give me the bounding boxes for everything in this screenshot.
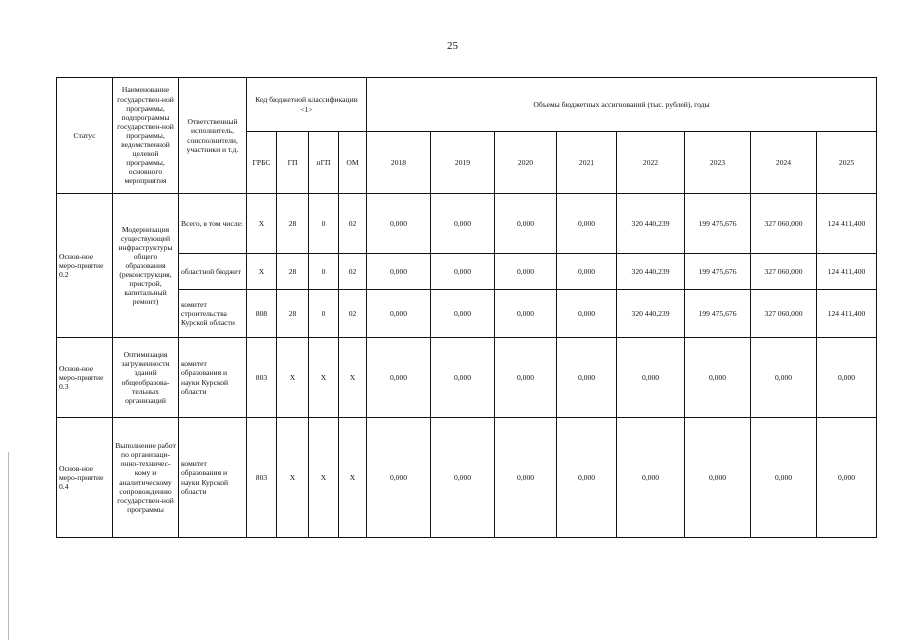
table-row	[57, 194, 877, 254]
value-cell: 320 440,239	[617, 290, 685, 338]
responsible-cell: Всего, в том числе:	[179, 194, 247, 254]
code-cell: 02	[339, 194, 367, 254]
value-cell: 0,000	[751, 418, 817, 538]
responsible-cell: комитет образования и науки Курской области	[179, 338, 247, 418]
header-code-group: Код бюджетной классификации <1>	[247, 78, 367, 132]
header-year: 2021	[557, 132, 617, 194]
value-cell: 0,000	[495, 418, 557, 538]
header-year: 2019	[431, 132, 495, 194]
responsible-cell: комитет строительства Курской области	[179, 290, 247, 338]
value-cell: 124 411,400	[817, 254, 877, 290]
value-cell: 0,000	[685, 418, 751, 538]
value-cell: 0,000	[685, 338, 751, 418]
code-cell: Х	[339, 418, 367, 538]
code-cell: 28	[277, 254, 309, 290]
value-cell: 320 440,239	[617, 254, 685, 290]
code-cell: 0	[309, 290, 339, 338]
header-status: Статус	[57, 78, 113, 194]
value-cell: 0,000	[751, 338, 817, 418]
value-cell: 0,000	[617, 338, 685, 418]
header-year: 2025	[817, 132, 877, 194]
code-cell: 28	[277, 194, 309, 254]
responsible-cell: областной бюджет	[179, 254, 247, 290]
page-number: 25	[447, 40, 458, 52]
code-cell: Х	[247, 194, 277, 254]
table-row	[57, 290, 877, 338]
header-row-1	[57, 78, 877, 132]
code-cell: 808	[247, 290, 277, 338]
value-cell: 0,000	[495, 254, 557, 290]
code-cell: Х	[247, 254, 277, 290]
value-cell: 199 475,676	[685, 254, 751, 290]
value-cell: 0,000	[617, 418, 685, 538]
value-cell: 0,000	[495, 194, 557, 254]
header-volumes-group: Объемы бюджетных ассигнований (тыс. рублей), годы	[367, 78, 877, 132]
code-cell: 02	[339, 254, 367, 290]
value-cell: 0,000	[495, 290, 557, 338]
code-cell: Х	[339, 338, 367, 418]
header-responsible: Ответственный исполнитель, соисполнители, участники и т.д.	[179, 78, 247, 194]
value-cell: 0,000	[367, 254, 431, 290]
value-cell: 0,000	[495, 338, 557, 418]
code-cell: 02	[339, 290, 367, 338]
status-cell: Основ-ное меро-приятие 0.3	[57, 338, 113, 418]
status-cell: Основ-ное меро-приятие 0.4	[57, 418, 113, 538]
value-cell: 0,000	[557, 290, 617, 338]
header-code: ОМ	[339, 132, 367, 194]
value-cell: 199 475,676	[685, 290, 751, 338]
header-year: 2024	[751, 132, 817, 194]
header-code: пГП	[309, 132, 339, 194]
responsible-cell: комитет образования и науки Курской области	[179, 418, 247, 538]
code-cell: 0	[309, 194, 339, 254]
header-name: Наименование государствен-ной программы, подпрограммы государствен-ной программы, ведомственной целевой программы, основного мероприятия	[113, 78, 179, 194]
value-cell: 199 475,676	[685, 194, 751, 254]
program-name-cell: Оптимизация загруженности зданий общеобразова-тельных организаций	[113, 338, 179, 418]
table-row	[57, 338, 877, 418]
value-cell: 0,000	[431, 418, 495, 538]
code-cell: Х	[277, 338, 309, 418]
value-cell: 0,000	[367, 418, 431, 538]
value-cell: 327 060,000	[751, 194, 817, 254]
program-name-cell: Выполнение работ по организаци-онно-техничес-кому и аналитическому сопровождению государствен-ной программы	[113, 418, 179, 538]
value-cell: 327 060,000	[751, 254, 817, 290]
code-cell: 803	[247, 418, 277, 538]
value-cell: 0,000	[431, 254, 495, 290]
header-year: 2020	[495, 132, 557, 194]
table-row	[57, 418, 877, 538]
value-cell: 0,000	[367, 290, 431, 338]
header-code: ГП	[277, 132, 309, 194]
value-cell: 0,000	[431, 290, 495, 338]
value-cell: 0,000	[367, 194, 431, 254]
value-cell: 327 060,000	[751, 290, 817, 338]
status-cell: Основ-ное меро-приятие 0.2	[57, 194, 113, 338]
header-code: ГРБС	[247, 132, 277, 194]
code-cell: 28	[277, 290, 309, 338]
value-cell: 0,000	[557, 254, 617, 290]
value-cell: 0,000	[817, 418, 877, 538]
code-cell: 803	[247, 338, 277, 418]
value-cell: 0,000	[557, 338, 617, 418]
scan-margin-line	[8, 452, 9, 640]
code-cell: 0	[309, 254, 339, 290]
program-name-cell: Модернизация существующей инфраструктуры общего образования (реконструкция, пристрой, капитальный ремонт)	[113, 194, 179, 338]
value-cell: 0,000	[431, 194, 495, 254]
code-cell: Х	[309, 338, 339, 418]
value-cell: 0,000	[557, 418, 617, 538]
value-cell: 124 411,400	[817, 290, 877, 338]
budget-allocation-table	[56, 77, 877, 538]
table-row	[57, 254, 877, 290]
code-cell: Х	[309, 418, 339, 538]
value-cell: 0,000	[367, 338, 431, 418]
value-cell: 0,000	[817, 338, 877, 418]
header-year: 2023	[685, 132, 751, 194]
header-year: 2018	[367, 132, 431, 194]
header-year: 2022	[617, 132, 685, 194]
value-cell: 320 440,239	[617, 194, 685, 254]
code-cell: Х	[277, 418, 309, 538]
value-cell: 0,000	[431, 338, 495, 418]
value-cell: 0,000	[557, 194, 617, 254]
value-cell: 124 411,400	[817, 194, 877, 254]
